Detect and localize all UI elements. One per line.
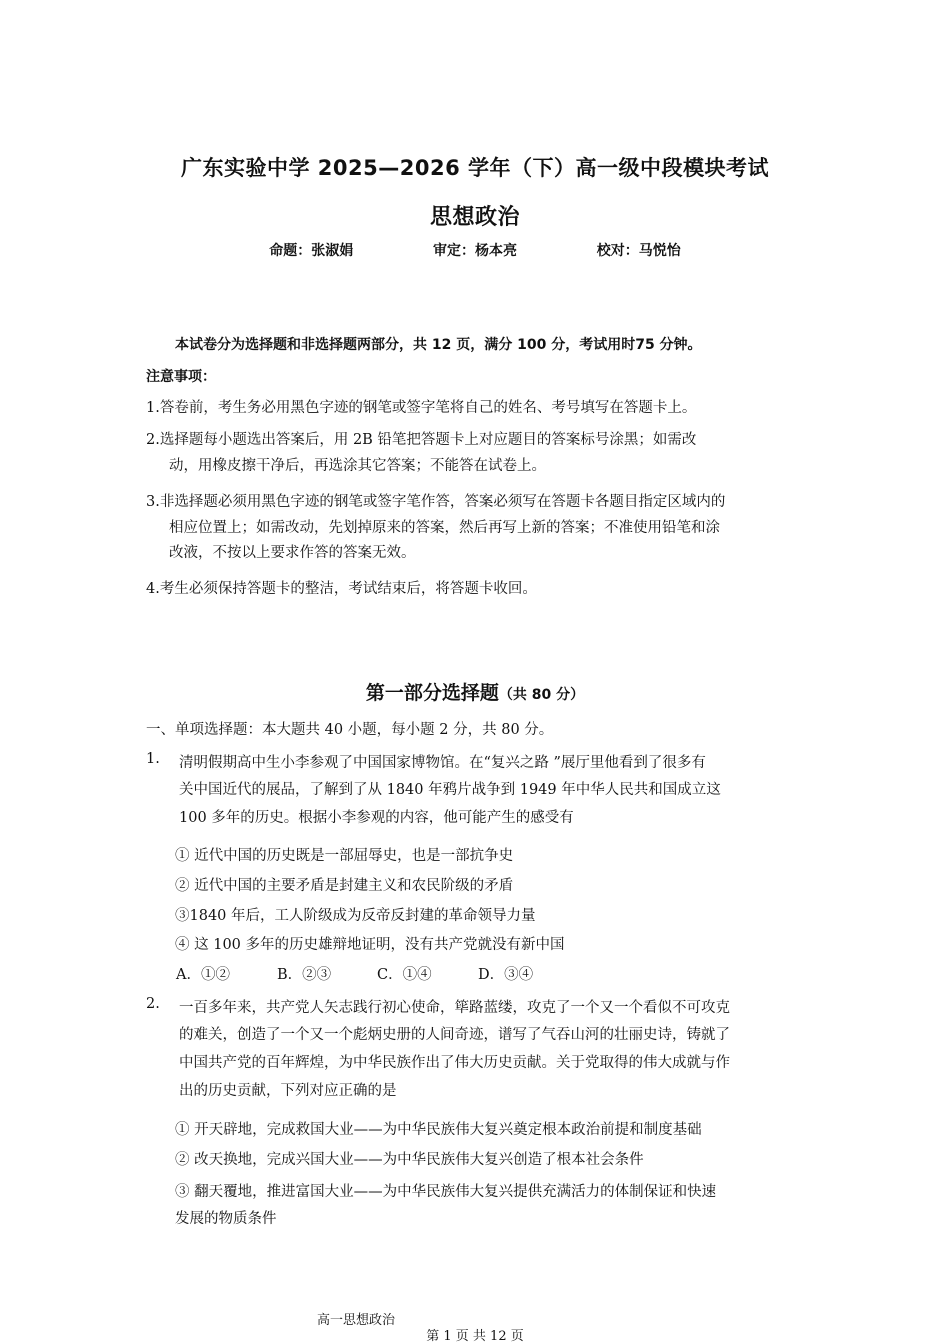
- q2-stem-line1: 一百多年来，共产党人矢志践行初心使命，筚路蓝缕，攻克了一个又一个看似不可攻克: [179, 1000, 730, 1016]
- q1-option-2: ② 近代中国的主要矛盾是封建主义和农民阶级的矛盾: [175, 878, 514, 894]
- part1-title-text: 第一部分选择题: [365, 682, 499, 704]
- q2-option-3-line1: ③ 翻天覆地，推进富国大业——为中华民族伟大复兴提供充满活力的体制保证和快速: [175, 1184, 717, 1200]
- exam-credits: [0, 240, 950, 260]
- q1-option-1: ① 近代中国的历史既是一部屈辱史，也是一部抗争史: [175, 848, 514, 864]
- notice-item-4: 4.考生必须保持答题卡的整洁，考试结束后，将答题卡收回。: [146, 581, 537, 597]
- notice-item-3-line2: 相应位置上；如需改动，先划掉原来的答案，然后再写上新的答案；不准使用铅笔和涂: [169, 520, 720, 536]
- notice-item-3-line1: 3.非选择题必须用黑色字迹的钢笔或签字笔作答，答案必须写在答题卡各题目指定区域内的: [146, 494, 726, 510]
- q2-option-3-line2: 发展的物质条件: [175, 1211, 277, 1227]
- q1-option-3: ③1840 年后，工人阶级成为反帝反封建的革命领导力量: [175, 908, 536, 924]
- notice-item-1: 1.答卷前，考生务必用黑色字迹的钢笔或签字笔将自己的姓名、考号填写在答题卡上。: [146, 400, 697, 416]
- q1-option-4: ④ 这 100 多年的历史雄辩地证明，没有共产党就没有新中国: [175, 937, 565, 953]
- notice-item-3-line3: 改液，不按以上要求作答的答案无效。: [169, 545, 416, 561]
- credit-reviewer: 审定：杨本亮: [433, 243, 517, 259]
- q2-number: 2.: [146, 996, 160, 1012]
- q1-choice-d: D．③④: [478, 967, 534, 983]
- credit-author: 命题：张淑娟: [269, 243, 354, 259]
- q1-choice-a: A．①②: [176, 967, 230, 983]
- footer-subject: 高一思想政治: [317, 1313, 396, 1328]
- notice-heading: 注意事项：: [146, 369, 216, 385]
- q2-stem-line2: 的难关，创造了一个又一个彪炳史册的人间奇迹，谱写了气吞山河的壮丽史诗，铸就了: [179, 1027, 730, 1043]
- q2-stem-line4: 出的历史贡献，下列对应正确的是: [179, 1083, 397, 1099]
- q1-choice-c: C．①④: [377, 967, 432, 983]
- q2-option-2: ② 改天换地，完成兴国大业——为中华民族伟大复兴创造了根本社会条件: [175, 1152, 644, 1168]
- q1-choice-b: B．②③: [277, 967, 332, 983]
- notice-item-2-line1: 2.选择题每小题选出答案后，用 2B 铅笔把答题卡上对应题目的答案标号涂黑；如需改: [146, 432, 697, 448]
- q1-stem-line1: 清明假期高中生小李参观了中国国家博物馆。在“复兴之路 ”展厅里他看到了很多有: [179, 755, 706, 771]
- exam-subject: 思想政治: [429, 205, 520, 230]
- part1-instruction: 一、单项选择题：本大题共 40 小题，每小题 2 分，共 80 分。: [146, 722, 554, 738]
- notice-intro: 本试卷分为选择题和非选择题两部分，共 12 页，满分 100 分，考试用时75 分钟。: [175, 337, 702, 353]
- notice-item-2-line2: 动，用橡皮擦干净后，再选涂其它答案；不能答在试卷上。: [169, 458, 546, 474]
- credit-proofreader: 校对：马悦怡: [596, 243, 681, 259]
- part1-title: [0, 678, 950, 705]
- q1-stem-line3: 100 多年的历史。根据小李参观的内容，他可能产生的感受有: [179, 810, 574, 826]
- q1-number: 1.: [146, 751, 160, 767]
- footer-page-number: 第 1 页 共 12 页: [426, 1329, 524, 1344]
- exam-title: 广东实验中学 2025—2026 学年（下）高一级中段模块考试: [180, 156, 769, 180]
- part1-score: （共 80 分）: [498, 687, 585, 703]
- q1-stem-line2: 关中国近代的展品，了解到了从 1840 年鸦片战争到 1949 年中华人民共和国成立这: [179, 782, 721, 798]
- q2-stem-line3: 中国共产党的百年辉煌，为中华民族作出了伟大历史贡献。关于党取得的伟大成就与作: [179, 1055, 730, 1071]
- q2-option-1: ① 开天辟地，完成救国大业——为中华民族伟大复兴奠定根本政治前提和制度基础: [175, 1122, 702, 1138]
